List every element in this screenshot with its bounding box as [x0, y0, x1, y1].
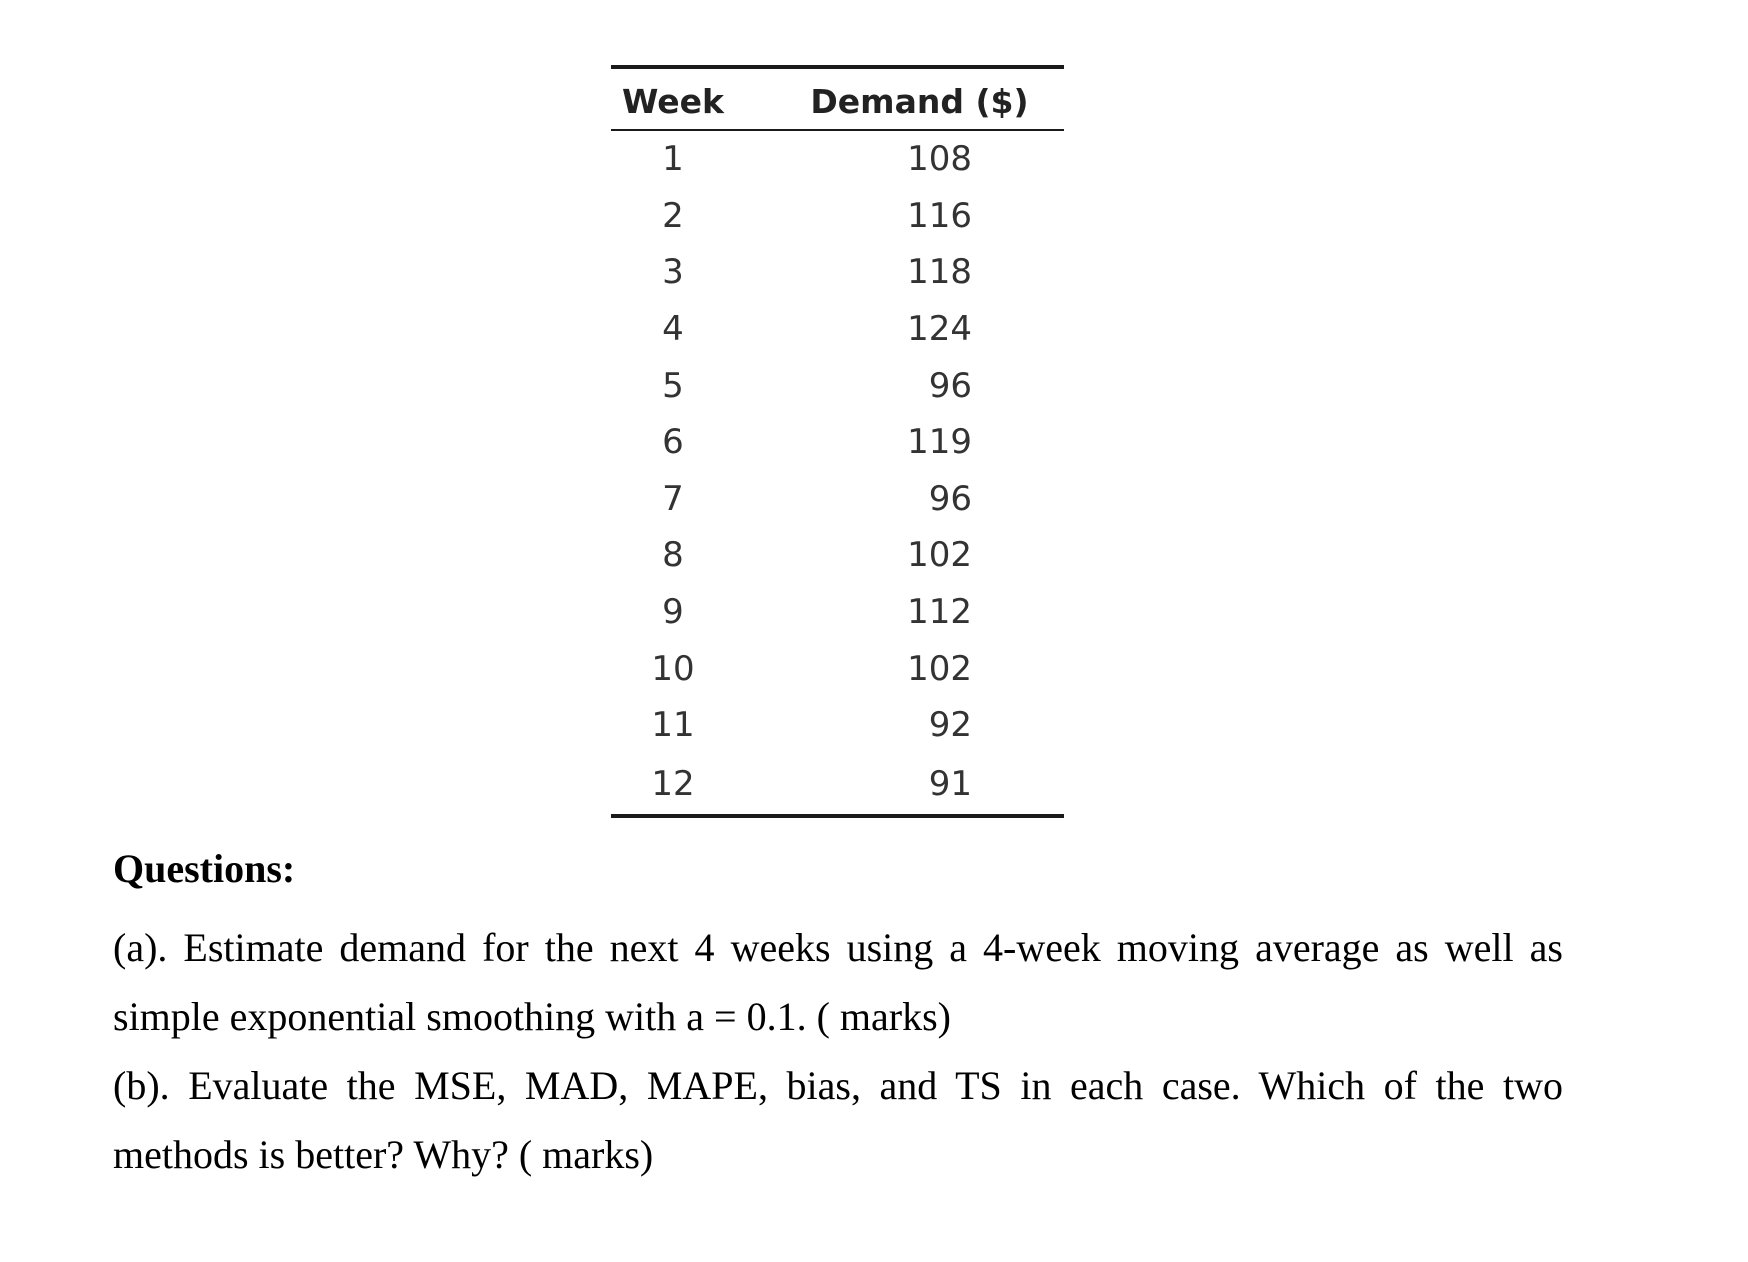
table-row [611, 414, 1064, 471]
week-cell: 12 [611, 754, 735, 816]
table-row [611, 697, 1064, 754]
week-cell: 6 [662, 422, 684, 463]
demand-cell: 96 [928, 365, 972, 406]
questions-section [113, 845, 1563, 1189]
week-cell: 10 [651, 648, 695, 689]
table-row [611, 471, 1064, 528]
demand-cell: 91 [735, 754, 1064, 816]
week-cell: 1 [662, 139, 684, 180]
demand-cell: 96 [928, 478, 972, 519]
week-cell: 9 [662, 592, 684, 633]
demand-cell: 118 [907, 252, 972, 293]
table-header-row [611, 67, 1064, 130]
demand-cell: 102 [907, 535, 972, 576]
week-column-header: Week [611, 67, 735, 130]
demand-cell: 112 [907, 592, 972, 633]
week-cell: 11 [651, 705, 695, 746]
week-cell: 8 [662, 535, 684, 576]
demand-cell: 92 [928, 705, 972, 746]
demand-cell: 119 [907, 422, 972, 463]
demand-cell: 108 [907, 139, 972, 180]
demand-cell: 116 [907, 195, 972, 236]
question-a: (a). Estimate demand for the next 4 weeks using a 4-week moving average as well as simple exponential smoothing with a = 0.1. ( marks) [113, 925, 1563, 1039]
table-row [611, 301, 1064, 358]
table-row [611, 244, 1064, 301]
week-cell: 2 [662, 195, 684, 236]
table-header [611, 67, 1064, 130]
week-cell: 3 [662, 252, 684, 293]
table-row [611, 584, 1064, 641]
week-cell: 7 [662, 478, 684, 519]
demand-cell: 102 [907, 648, 972, 689]
week-cell: 4 [662, 309, 684, 350]
question-b: (b). Evaluate the MSE, MAD, MAPE, bias, and TS in each case. Which of the two methods is better? Why? ( marks) [113, 1063, 1563, 1177]
table-row [611, 527, 1064, 584]
questions-heading: Questions: [113, 846, 296, 891]
table-row [611, 188, 1064, 245]
table-row [611, 640, 1064, 697]
demand-column-header: Demand ($) [735, 67, 1064, 130]
demand-table [611, 65, 1064, 818]
table-row [611, 754, 1064, 816]
table-row [611, 357, 1064, 414]
week-cell: 5 [662, 365, 684, 406]
demand-cell: 124 [907, 309, 972, 350]
table-row [611, 130, 1064, 188]
table-body [611, 130, 1064, 816]
